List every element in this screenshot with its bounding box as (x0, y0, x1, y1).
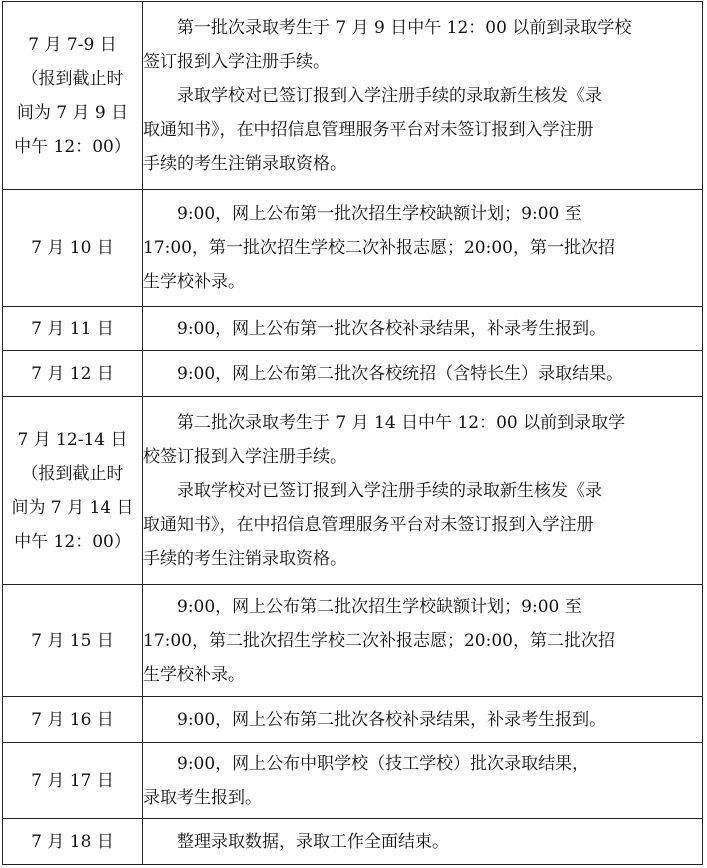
description-line: 校签订报到入学注册手续。 (143, 446, 347, 467)
description-line: 9:00，网上公布第一批次各校补录结果，补录考生报到。 (177, 318, 607, 339)
date-text: 7 月 12 日 (31, 363, 114, 384)
description-line: 取通知书》，在中招信息管理服务平台对未签订报到入学注册 (143, 119, 594, 140)
description-line: 签订报到入学注册手续。 (143, 51, 330, 72)
table-row (3, 697, 703, 743)
description-line: 生学校补录。 (143, 664, 245, 685)
description-line: 第二批次录取考生于 7 月 14 日中午 12：00 以前到录取学 (177, 412, 626, 433)
description-cell (143, 2, 703, 190)
date-cell (3, 2, 143, 190)
description-line: 录取考生报到。 (143, 787, 262, 808)
date-cell (3, 307, 143, 351)
description-cell (143, 585, 703, 697)
description-line: 9:00，网上公布第二批次招生学校缺额计划；9:00 至 (177, 596, 582, 617)
date-cell (3, 585, 143, 697)
description-line: 录取学校对已签订报到入学注册手续的录取新生核发《录 (177, 480, 602, 501)
date-text: 7 月 10 日 (31, 238, 114, 258)
table-row (3, 190, 703, 307)
date-text: 7 月 17 日 (31, 770, 114, 791)
description-paragraph (143, 825, 702, 859)
date-cell (3, 351, 143, 397)
description-line: 9:00，网上公布中职学校（技工学校）批次录取结果， (177, 753, 590, 774)
description-line: 整理录取数据，录取工作全面结束。 (177, 831, 449, 852)
description-paragraph (143, 357, 702, 391)
date-cell (3, 397, 143, 585)
date-text: 间为 7 月 9 日 (16, 102, 129, 123)
description-cell (143, 819, 703, 865)
description-paragraph (143, 197, 702, 299)
description-paragraph (143, 747, 702, 815)
date-cell (3, 819, 143, 865)
date-text: 7 月 11 日 (31, 318, 114, 339)
description-paragraph (143, 79, 702, 181)
table-row (3, 397, 703, 585)
date-text: 中午 12：00） (14, 531, 131, 552)
date-text: （报到截止时 (21, 463, 124, 484)
description-line: 取通知书》，在中招信息管理服务平台对未签订报到入学注册 (143, 514, 594, 535)
description-paragraph (143, 406, 702, 474)
description-line: 手续的考生注销录取资格。 (143, 153, 347, 174)
date-cell (3, 697, 143, 743)
description-line: 录取学校对已签订报到入学注册手续的录取新生核发《录 (177, 85, 602, 106)
description-line: 9:00，网上公布第二批次各校统招（含特长生）录取结果。 (177, 363, 624, 384)
date-text: 7 月 12-14 日 (17, 429, 128, 450)
description-cell (143, 697, 703, 743)
description-paragraph (143, 474, 702, 576)
date-cell (3, 190, 143, 307)
description-paragraph (143, 703, 702, 737)
table-row (3, 743, 703, 819)
description-line: 17:00，第二批次招生学校二次补报志愿；20:00，第二批次招 (143, 630, 615, 651)
date-text: 7 月 7-9 日 (28, 34, 117, 55)
table-row (3, 819, 703, 865)
table-row (3, 585, 703, 697)
description-paragraph (143, 312, 702, 346)
description-line: 生学校补录。 (143, 272, 245, 292)
description-cell (143, 190, 703, 307)
description-cell (143, 351, 703, 397)
description-line: 9:00，网上公布第二批次各校补录结果，补录考生报到。 (177, 709, 607, 730)
admission-schedule-table (2, 1, 703, 865)
date-text: 中午 12：00） (14, 136, 131, 157)
schedule-body (3, 2, 703, 865)
table-row (3, 351, 703, 397)
table-row (3, 2, 703, 190)
description-line: 17:00，第一批次招生学校二次补报志愿；20:00，第一批次招 (143, 238, 615, 258)
description-paragraph (143, 11, 702, 79)
date-cell (3, 743, 143, 819)
date-text: 间为 7 月 14 日 (11, 497, 134, 518)
table-row (3, 307, 703, 351)
date-text: 7 月 18 日 (31, 831, 114, 852)
date-text: 7 月 16 日 (31, 709, 114, 730)
description-cell (143, 397, 703, 585)
description-line: 手续的考生注销录取资格。 (143, 548, 347, 569)
description-line: 第一批次录取考生于 7 月 9 日中午 12：00 以前到录取学校 (177, 17, 632, 38)
date-text: 7 月 15 日 (31, 630, 114, 651)
description-paragraph (143, 590, 702, 692)
description-cell (143, 307, 703, 351)
date-text: （报到截止时 (21, 68, 124, 89)
description-cell (143, 743, 703, 819)
description-line: 9:00，网上公布第一批次招生学校缺额计划；9:00 至 (177, 204, 582, 224)
